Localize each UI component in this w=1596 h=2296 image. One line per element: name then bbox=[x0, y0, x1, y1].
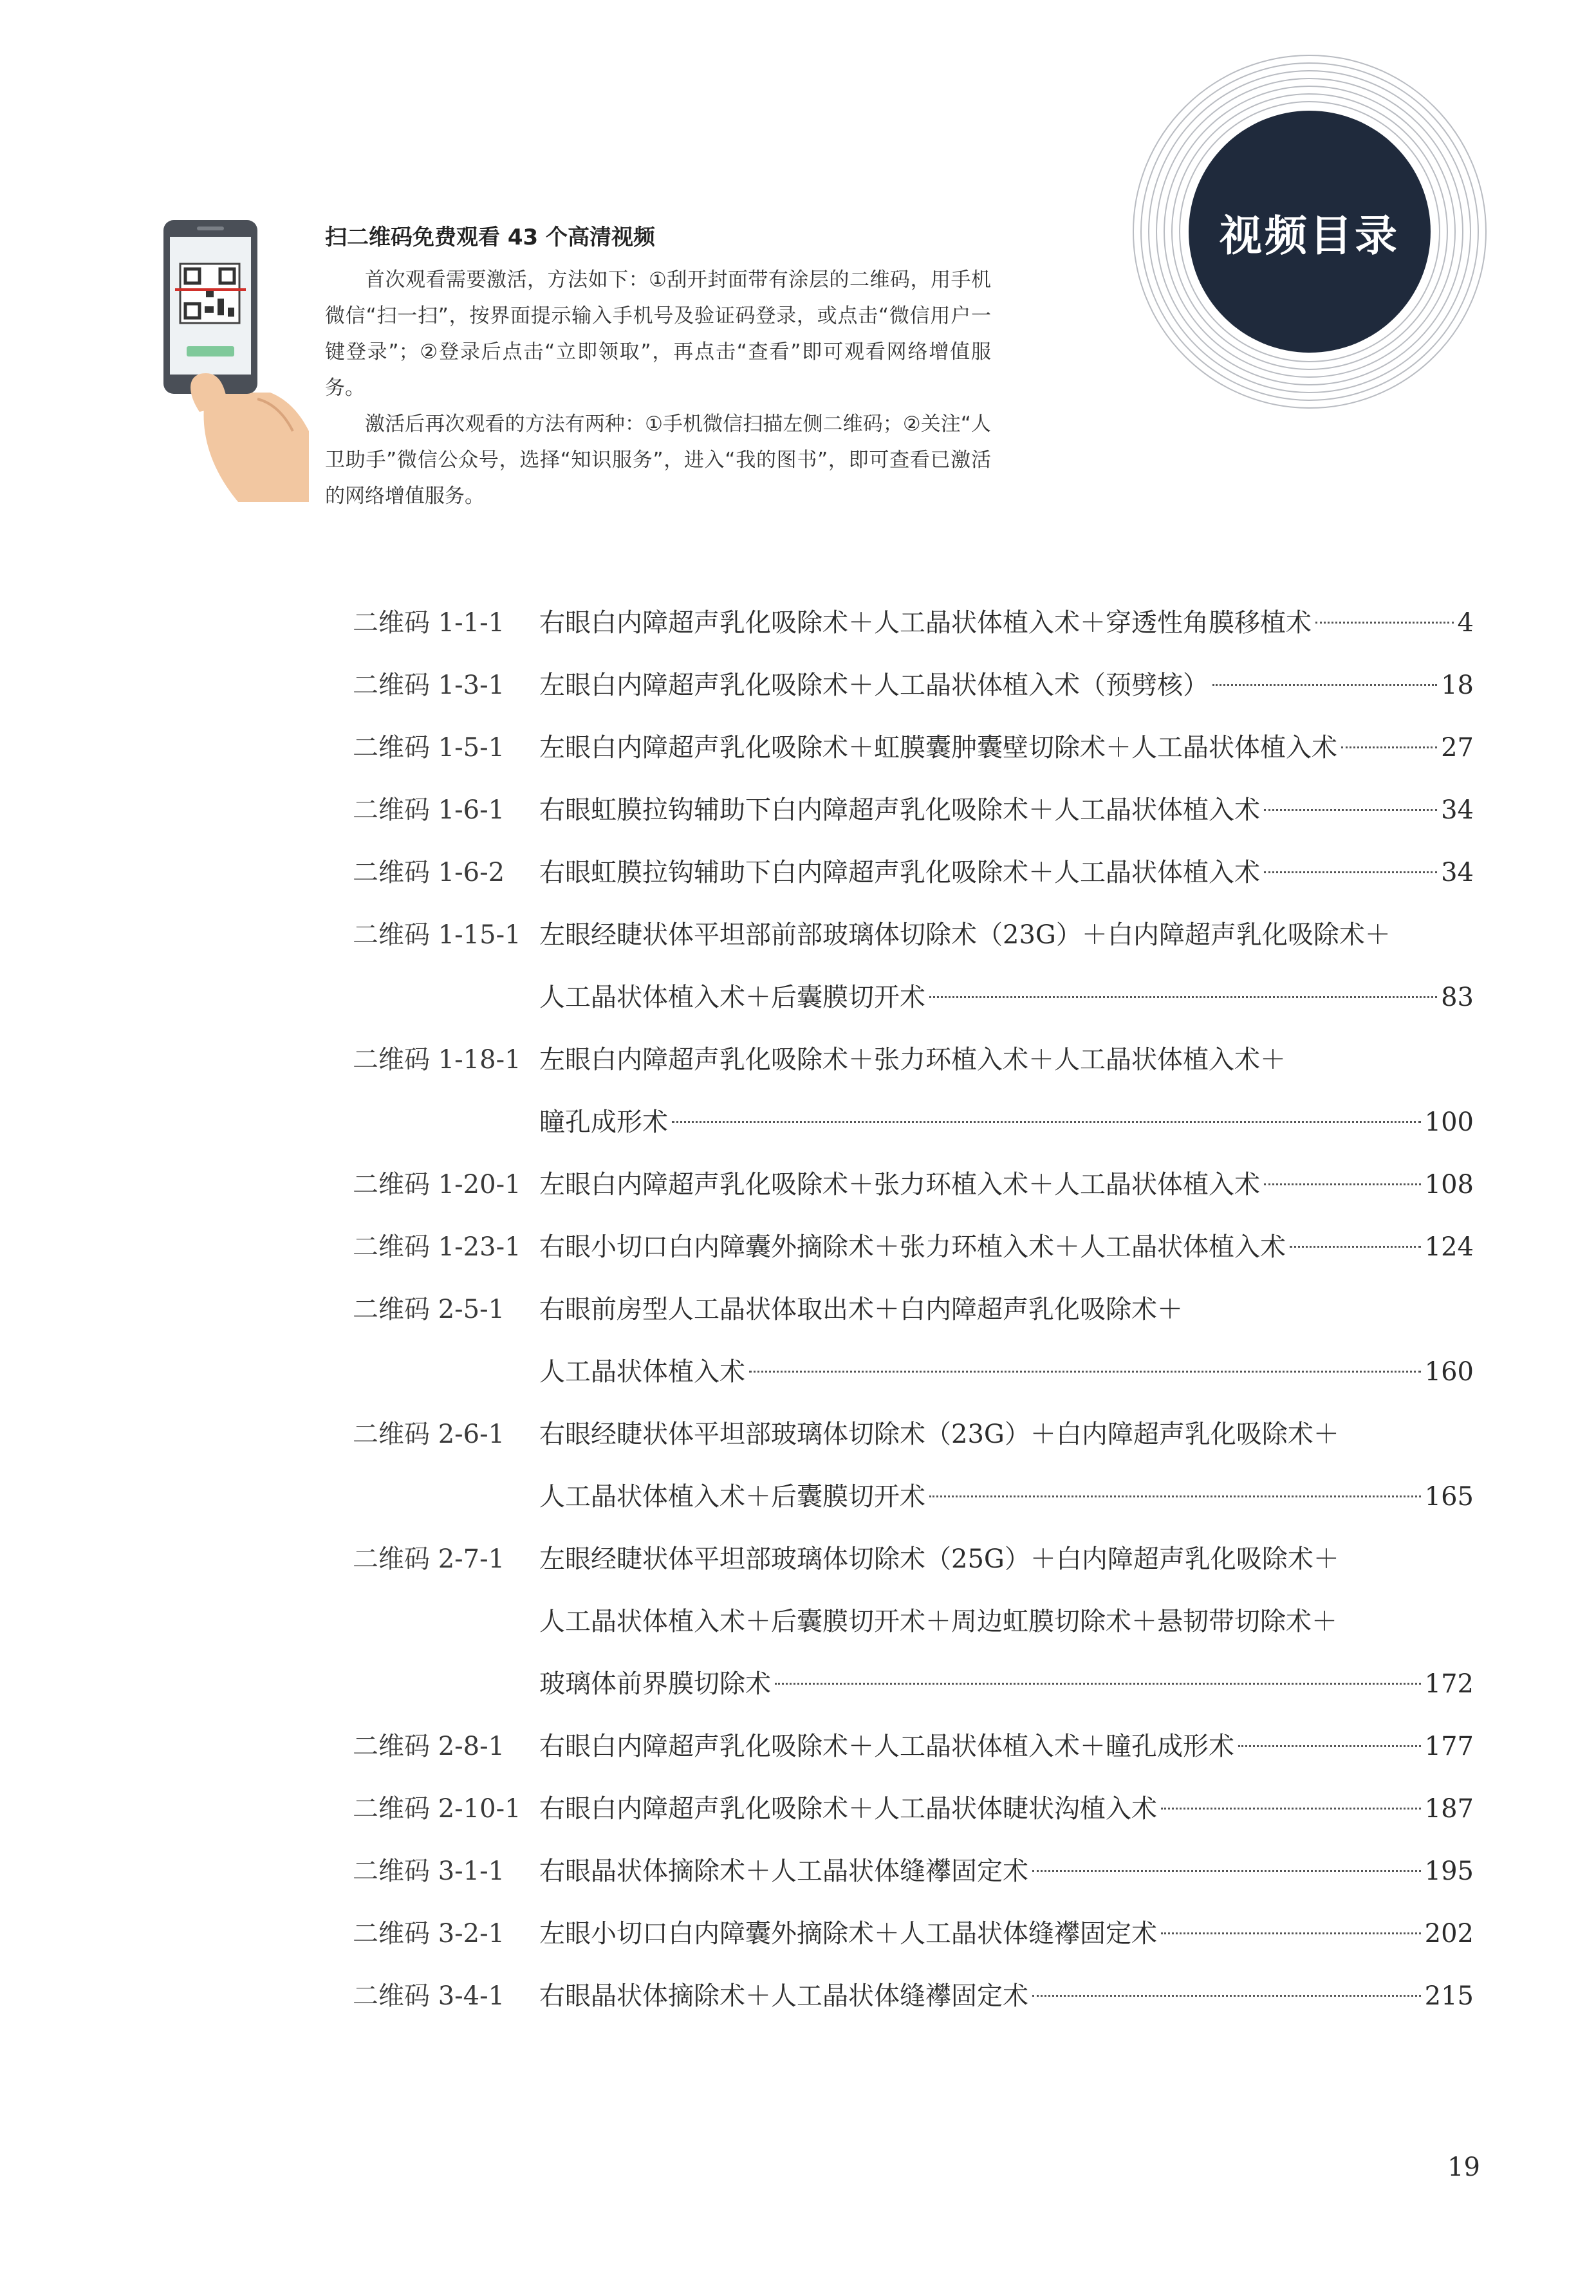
video-title bbox=[539, 1903, 1474, 1965]
video-code: 二维码 2-5-1 bbox=[353, 1295, 505, 1324]
promo-activation-instructions: 首次观看需要激活，方法如下：①刮开封面带有涂层的二维码，用手机微信“扫一扫”，按界面提示输入手机号及验证码登录，或点击“微信用户一键登录”；②登录后点击“立即领取”，再点击“查看”即可观看网络增值服务。 bbox=[325, 268, 991, 400]
video-list-item bbox=[353, 1903, 1474, 1965]
phone-qr-illustration bbox=[161, 219, 309, 502]
video-title bbox=[539, 1279, 1474, 1403]
video-code: 二维码 1-23-1 bbox=[353, 1232, 521, 1262]
dot-leader bbox=[1032, 1870, 1421, 1872]
video-code: 二维码 3-1-1 bbox=[353, 1856, 505, 1886]
video-title bbox=[539, 1403, 1474, 1528]
video-title-line bbox=[539, 592, 1474, 654]
page-number: 19 bbox=[1447, 2152, 1480, 2182]
video-list-item bbox=[353, 1528, 1474, 1716]
video-page-number: 172 bbox=[1424, 1669, 1474, 1699]
video-list-item bbox=[353, 1965, 1474, 2028]
video-page-number: 202 bbox=[1424, 1919, 1474, 1949]
video-title bbox=[539, 654, 1474, 717]
video-title-line bbox=[539, 967, 1474, 1029]
video-title-line bbox=[539, 1778, 1474, 1840]
dot-leader bbox=[1290, 1246, 1421, 1248]
dot-leader bbox=[1161, 1932, 1421, 1934]
dot-leader bbox=[929, 996, 1437, 998]
video-title-line bbox=[539, 1466, 1474, 1528]
video-page-number: 165 bbox=[1424, 1482, 1474, 1512]
dot-leader bbox=[775, 1683, 1421, 1685]
video-page-number: 124 bbox=[1424, 1232, 1474, 1262]
video-title bbox=[539, 1840, 1474, 1903]
video-list-item bbox=[353, 779, 1474, 842]
video-title bbox=[539, 1216, 1474, 1279]
video-title-text: 左眼白内障超声乳化吸除术＋人工晶状体植入术（预劈核） bbox=[539, 671, 1209, 700]
video-title bbox=[539, 1029, 1474, 1154]
video-title-line: 人工晶状体植入术＋后囊膜切开术＋周边虹膜切除术＋悬韧带切除术＋ bbox=[539, 1607, 1337, 1636]
video-code: 二维码 3-4-1 bbox=[353, 1981, 505, 2011]
qr-promo bbox=[325, 222, 991, 514]
video-code: 二维码 1-6-2 bbox=[353, 858, 505, 887]
video-title-text: 右眼晶状体摘除术＋人工晶状体缝襻固定术 bbox=[539, 1856, 1028, 1886]
video-list bbox=[353, 592, 1474, 2028]
dot-leader bbox=[1315, 622, 1454, 624]
video-list-item bbox=[353, 1403, 1474, 1528]
video-title-line: 右眼经睫状体平坦部玻璃体切除术（23G）＋白内障超声乳化吸除术＋ bbox=[539, 1420, 1339, 1449]
dot-leader bbox=[1264, 809, 1437, 811]
video-title-line: 左眼白内障超声乳化吸除术＋张力环植入术＋人工晶状体植入术＋ bbox=[539, 1045, 1286, 1075]
video-page-number: 187 bbox=[1424, 1794, 1474, 1824]
video-page-number: 215 bbox=[1424, 1981, 1474, 2011]
video-title-line: 左眼经睫状体平坦部前部玻璃体切除术（23G）＋白内障超声乳化吸除术＋ bbox=[539, 920, 1391, 950]
video-code: 二维码 1-3-1 bbox=[353, 671, 505, 700]
video-title bbox=[539, 842, 1474, 904]
dot-leader bbox=[1341, 746, 1437, 748]
video-title-line bbox=[539, 1091, 1474, 1154]
video-title-line bbox=[539, 779, 1474, 842]
video-code: 二维码 1-6-1 bbox=[353, 795, 505, 825]
video-list-item bbox=[353, 904, 1474, 1029]
video-code: 二维码 1-20-1 bbox=[353, 1170, 521, 1199]
video-title-line bbox=[539, 1154, 1474, 1216]
video-code: 二维码 2-6-1 bbox=[353, 1420, 505, 1449]
video-title-text: 右眼小切口白内障囊外摘除术＋张力环植入术＋人工晶状体植入术 bbox=[539, 1232, 1286, 1262]
video-title-text: 人工晶状体植入术 bbox=[539, 1357, 745, 1387]
video-title-line bbox=[539, 1216, 1474, 1279]
video-page-number: 108 bbox=[1424, 1170, 1474, 1199]
video-title bbox=[539, 1965, 1474, 2028]
video-list-item bbox=[353, 1279, 1474, 1403]
video-title-line bbox=[539, 1716, 1474, 1778]
promo-title: 扫二维码免费观看 43 个高清视频 bbox=[325, 225, 655, 250]
video-code: 二维码 3-2-1 bbox=[353, 1919, 505, 1949]
video-title-text: 左眼白内障超声乳化吸除术＋虹膜囊肿囊壁切除术＋人工晶状体植入术 bbox=[539, 733, 1337, 763]
video-title-line bbox=[539, 1341, 1474, 1403]
video-code: 二维码 2-10-1 bbox=[353, 1794, 521, 1824]
dot-leader bbox=[672, 1121, 1421, 1123]
video-page-number: 34 bbox=[1441, 858, 1474, 887]
video-title-line: 右眼前房型人工晶状体取出术＋白内障超声乳化吸除术＋ bbox=[539, 1295, 1183, 1324]
video-title-line bbox=[539, 1840, 1474, 1903]
video-title-text: 人工晶状体植入术＋后囊膜切开术 bbox=[539, 983, 925, 1012]
dot-leader bbox=[1212, 684, 1437, 686]
video-list-item bbox=[353, 717, 1474, 779]
video-code: 二维码 2-8-1 bbox=[353, 1732, 505, 1761]
video-title-text: 瞳孔成形术 bbox=[539, 1107, 668, 1137]
video-list-item bbox=[353, 592, 1474, 654]
video-title-text: 右眼白内障超声乳化吸除术＋人工晶状体睫状沟植入术 bbox=[539, 1794, 1157, 1824]
video-title bbox=[539, 1778, 1474, 1840]
video-code: 二维码 1-5-1 bbox=[353, 733, 505, 763]
video-list-item bbox=[353, 1154, 1474, 1216]
video-code: 二维码 1-15-1 bbox=[353, 920, 521, 950]
video-title-text: 左眼白内障超声乳化吸除术＋张力环植入术＋人工晶状体植入术 bbox=[539, 1170, 1260, 1199]
video-title bbox=[539, 1154, 1474, 1216]
video-title-text: 玻璃体前界膜切除术 bbox=[539, 1669, 771, 1699]
video-page-number: 83 bbox=[1441, 983, 1474, 1012]
video-title-line bbox=[539, 1965, 1474, 2028]
video-title-text: 右眼白内障超声乳化吸除术＋人工晶状体植入术＋瞳孔成形术 bbox=[539, 1732, 1234, 1761]
video-list-item bbox=[353, 1840, 1474, 1903]
dot-leader bbox=[1264, 871, 1437, 873]
video-code: 二维码 1-18-1 bbox=[353, 1045, 521, 1075]
dot-leader bbox=[1238, 1745, 1421, 1747]
video-title-text: 人工晶状体植入术＋后囊膜切开术 bbox=[539, 1482, 925, 1512]
video-list-item bbox=[353, 1216, 1474, 1279]
dot-leader bbox=[1032, 1995, 1421, 1997]
video-title-line bbox=[539, 1653, 1474, 1716]
dot-leader bbox=[1161, 1808, 1421, 1810]
video-page-number: 195 bbox=[1424, 1856, 1474, 1886]
dot-leader bbox=[929, 1495, 1421, 1497]
video-title bbox=[539, 779, 1474, 842]
video-title-line bbox=[539, 654, 1474, 717]
video-title-line bbox=[539, 842, 1474, 904]
video-page-number: 160 bbox=[1424, 1357, 1474, 1387]
promo-revisit-instructions: 激活后再次观看的方法有两种：①手机微信扫描左侧二维码；②关注“人卫助手”微信公众号，选择“知识服务”，进入“我的图书”，即可查看已激活的网络增值服务。 bbox=[325, 412, 991, 508]
video-page-number: 177 bbox=[1424, 1732, 1474, 1761]
video-list-item bbox=[353, 654, 1474, 717]
video-title bbox=[539, 1528, 1474, 1716]
dot-leader bbox=[749, 1371, 1421, 1373]
video-title-line bbox=[539, 717, 1474, 779]
video-list-item bbox=[353, 842, 1474, 904]
video-title bbox=[539, 592, 1474, 654]
video-title-text: 左眼小切口白内障囊外摘除术＋人工晶状体缝襻固定术 bbox=[539, 1919, 1157, 1949]
video-title-text: 右眼晶状体摘除术＋人工晶状体缝襻固定术 bbox=[539, 1981, 1028, 2011]
phone-scan-icon bbox=[161, 219, 309, 502]
video-title bbox=[539, 904, 1474, 1029]
section-badge bbox=[1129, 51, 1490, 412]
video-list-item bbox=[353, 1029, 1474, 1154]
video-list-item bbox=[353, 1716, 1474, 1778]
video-code: 二维码 1-1-1 bbox=[353, 608, 505, 638]
video-title bbox=[539, 717, 1474, 779]
video-list-item bbox=[353, 1778, 1474, 1840]
video-page-number: 4 bbox=[1457, 608, 1474, 638]
video-title-text: 右眼虹膜拉钩辅助下白内障超声乳化吸除术＋人工晶状体植入术 bbox=[539, 795, 1260, 825]
video-title-text: 右眼白内障超声乳化吸除术＋人工晶状体植入术＋穿透性角膜移植术 bbox=[539, 608, 1312, 638]
video-page-number: 27 bbox=[1441, 733, 1474, 763]
video-title-line bbox=[539, 1903, 1474, 1965]
dot-leader bbox=[1264, 1183, 1421, 1185]
video-page-number: 34 bbox=[1441, 795, 1474, 825]
video-title-line: 左眼经睫状体平坦部玻璃体切除术（25G）＋白内障超声乳化吸除术＋ bbox=[539, 1544, 1339, 1574]
video-page-number: 100 bbox=[1424, 1107, 1474, 1137]
video-code: 二维码 2-7-1 bbox=[353, 1544, 505, 1574]
section-title: 视频目录 bbox=[1220, 210, 1400, 261]
video-page-number: 18 bbox=[1441, 671, 1474, 700]
video-title-text: 右眼虹膜拉钩辅助下白内障超声乳化吸除术＋人工晶状体植入术 bbox=[539, 858, 1260, 887]
video-title bbox=[539, 1716, 1474, 1778]
